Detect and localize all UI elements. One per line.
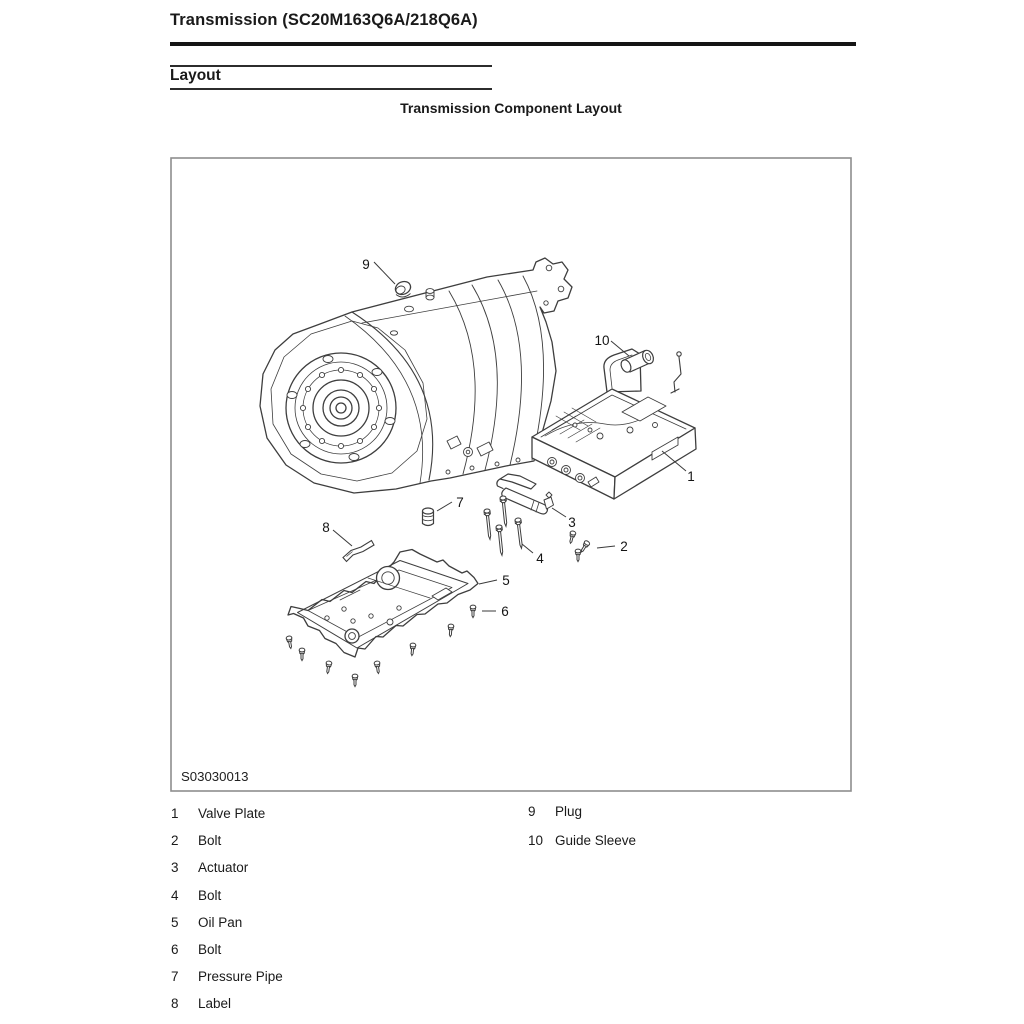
legend-label: Label: [198, 996, 232, 1012]
callout-7: 7: [456, 495, 464, 510]
legend-label: Plug: [555, 804, 583, 819]
legend-num: 6: [171, 941, 179, 957]
callout-9: 9: [362, 257, 370, 272]
legend-num: 3: [171, 860, 179, 876]
callout-5: 5: [502, 573, 510, 588]
legend-item-6: [171, 942, 283, 969]
legend-item-9: [528, 804, 636, 833]
legend-item-4: [171, 888, 283, 915]
legend-num: 8: [171, 996, 179, 1012]
transmission-body-illustration: [260, 258, 572, 493]
legend-label: Bolt: [198, 941, 222, 957]
legend-item-10: [528, 833, 636, 862]
legend-num: 7: [171, 969, 179, 985]
pressure-pipe-part: [423, 508, 434, 526]
figure-title: Transmission Component Layout: [400, 100, 622, 116]
callout-6: 6: [501, 604, 509, 619]
legend-label: Valve Plate: [198, 806, 266, 821]
legend-item-1: [171, 806, 283, 833]
long-bolts-group: [484, 496, 525, 556]
legend-num: 1: [171, 806, 179, 821]
plug-part: [393, 279, 412, 297]
legend-item-3: [171, 860, 283, 887]
oil-pan-part: [288, 550, 478, 658]
legend-num: 5: [171, 914, 179, 930]
legend-item-7: [171, 969, 283, 996]
section-heading: Layout: [170, 67, 221, 84]
callout-8: 8: [322, 520, 330, 535]
label-part: [343, 541, 374, 562]
legend-item-2: [171, 833, 283, 860]
legend-right-column: [528, 804, 636, 861]
page-title: Transmission (SC20M163Q6A/218Q6A): [170, 11, 478, 29]
callout-10: 10: [594, 333, 610, 348]
legend-num: 2: [171, 833, 179, 849]
legend-item-5: [171, 915, 283, 942]
legend-label: Bolt: [198, 833, 222, 849]
figure-id: S03030013: [181, 769, 249, 784]
legend-left-column: [171, 806, 283, 1024]
wire-harness-pin: [671, 352, 681, 393]
small-bolts-group: [568, 530, 591, 561]
legend-num: 9: [528, 804, 536, 819]
legend-label: Pressure Pipe: [198, 969, 283, 985]
legend-item-8: [171, 996, 283, 1023]
legend-label: Bolt: [198, 887, 222, 903]
callout-4: 4: [536, 551, 544, 566]
callout-2: 2: [620, 539, 628, 554]
callout-1: 1: [687, 469, 695, 484]
legend-label: Oil Pan: [198, 914, 243, 930]
legend-label: Guide Sleeve: [555, 832, 637, 848]
legend-num: 10: [528, 832, 544, 848]
callout-3: 3: [568, 515, 576, 530]
legend-label: Actuator: [198, 860, 249, 876]
legend-num: 4: [171, 887, 179, 903]
